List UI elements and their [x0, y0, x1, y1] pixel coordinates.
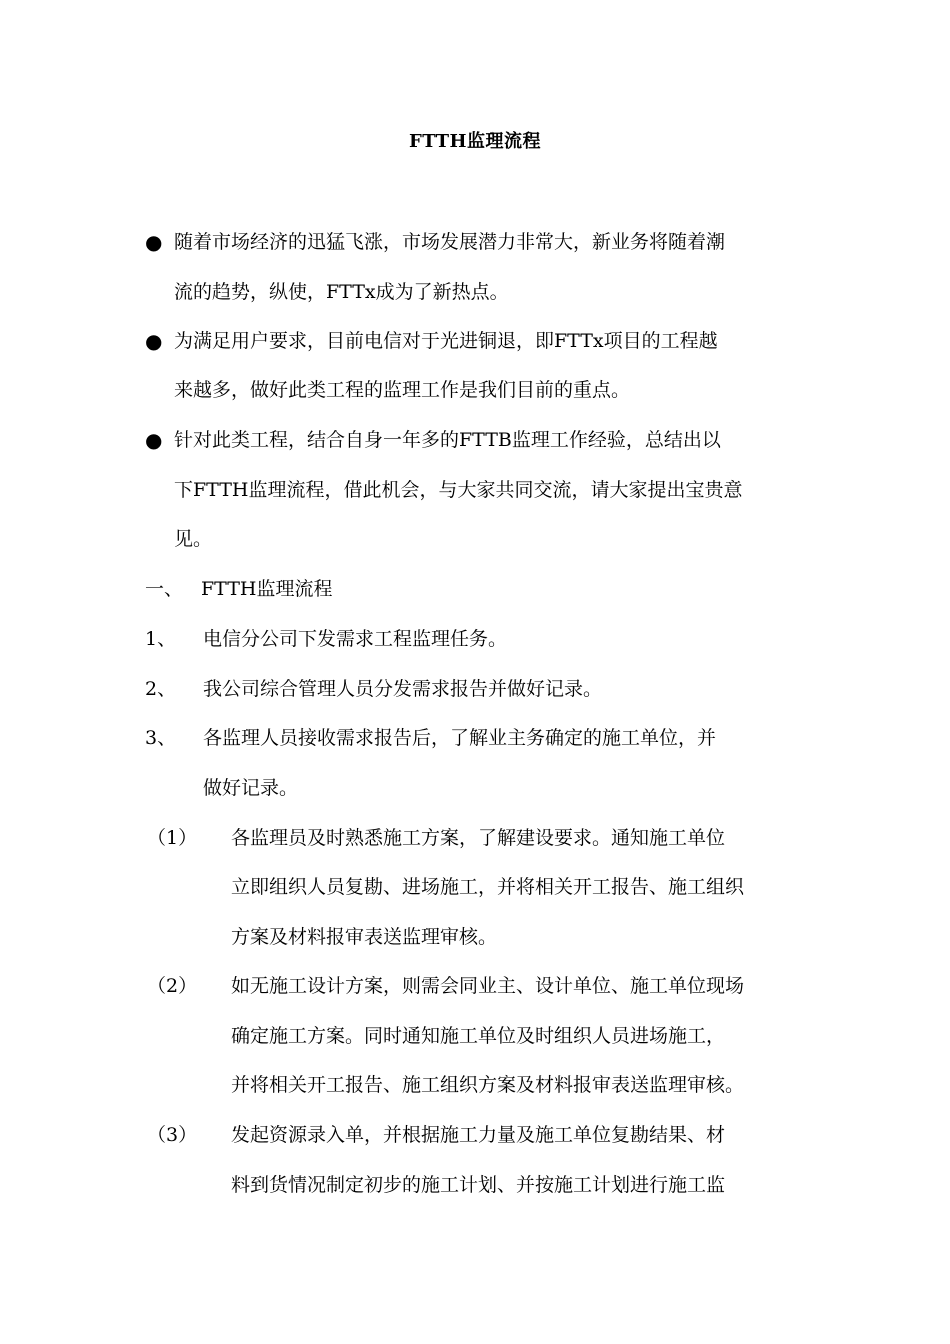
substep-marker: （1） — [147, 827, 198, 849]
step-marker: 2、 — [145, 678, 177, 700]
step-marker: 1、 — [145, 628, 177, 650]
document-title: FTTH监理流程 — [409, 131, 541, 152]
substep-line: 立即组织人员复勘、进场施工，并将相关开工报告、施工组织 — [231, 876, 745, 898]
step-line: 我公司综合管理人员分发需求报告并做好记录。 — [203, 678, 603, 700]
substep-marker: （3） — [147, 1124, 198, 1146]
paragraph-line: 为满足用户要求，目前电信对于光进铜退，即FTTx项目的工程越 — [174, 330, 718, 352]
section-title: FTTH监理流程 — [201, 578, 333, 600]
paragraph-line: 来越多，做好此类工程的监理工作是我们目前的重点。 — [174, 379, 631, 401]
substep-marker: （2） — [147, 975, 198, 997]
step-line: 各监理人员接收需求报告后，了解业主务确定的施工单位，并 — [203, 727, 717, 749]
bullet-icon: ● — [145, 230, 163, 254]
step-marker: 3、 — [145, 727, 177, 749]
substep-line: 并将相关开工报告、施工组织方案及材料报审表送监理审核。 — [231, 1074, 745, 1096]
paragraph-line: 针对此类工程，结合自身一年多的FTTB监理工作经验，总结出以 — [174, 429, 721, 451]
step-line: 电信分公司下发需求工程监理任务。 — [203, 628, 508, 650]
substep-line: 料到货情况制定初步的施工计划、并按施工计划进行施工监 — [231, 1174, 726, 1196]
substep-line: 发起资源录入单，并根据施工力量及施工单位复勘结果、材 — [231, 1124, 726, 1146]
step-line: 做好记录。 — [203, 777, 299, 799]
substep-line: 如无施工设计方案，则需会同业主、设计单位、施工单位现场 — [231, 975, 745, 997]
section-marker: 一、 — [145, 578, 184, 600]
substep-line: 各监理员及时熟悉施工方案，了解建设要求。通知施工单位 — [231, 827, 726, 849]
paragraph-line: 下FTTH监理流程，借此机会，与大家共同交流，请大家提出宝贵意 — [174, 479, 743, 501]
bullet-icon: ● — [145, 329, 163, 353]
bullet-icon: ● — [145, 428, 163, 452]
substep-line: 确定施工方案。同时通知施工单位及时组织人员进场施工， — [231, 1025, 726, 1047]
substep-line: 方案及材料报审表送监理审核。 — [231, 926, 498, 948]
paragraph-line: 见。 — [174, 528, 213, 550]
paragraph-line: 流的趋势，纵使，FTTx成为了新热点。 — [174, 281, 509, 303]
paragraph-line: 随着市场经济的迅猛飞涨，市场发展潜力非常大，新业务将随着潮 — [174, 231, 726, 253]
